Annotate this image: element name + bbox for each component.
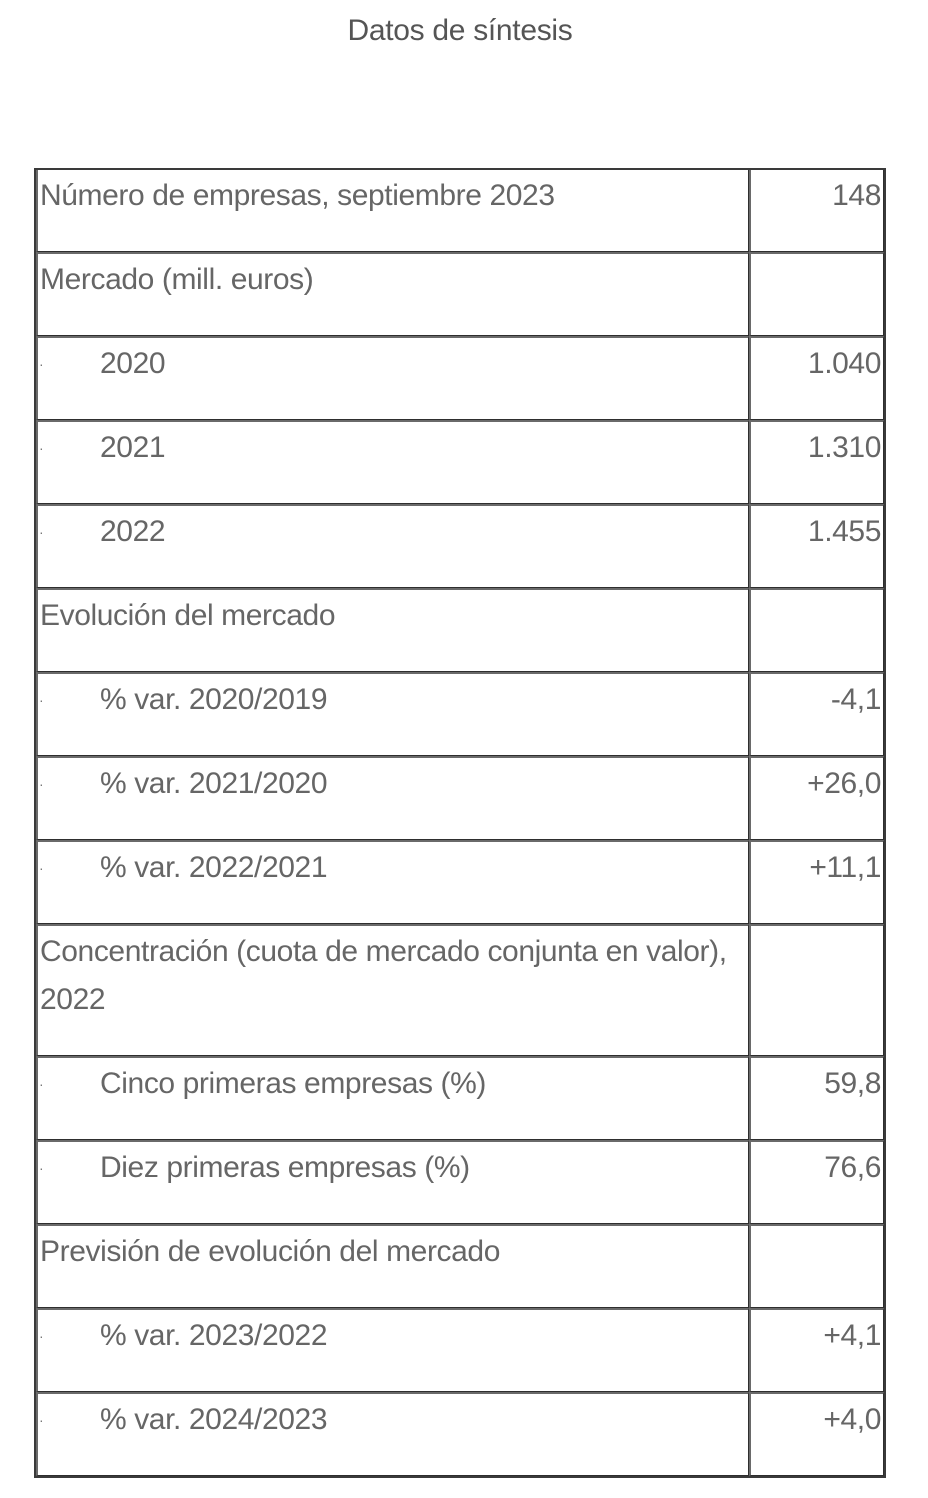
row-label: Número de empresas, septiembre 2023 — [40, 179, 555, 212]
row-label: % var. 2024/2023 — [100, 1403, 328, 1436]
row-label-cell — [36, 1224, 749, 1308]
row-label-cell — [36, 1392, 749, 1476]
row-value — [751, 1226, 881, 1228]
table-row-top-five-companies — [36, 1056, 884, 1140]
row-label-cell — [36, 588, 749, 672]
bullet-icon: · — [39, 1076, 44, 1092]
row-value: 59,8 — [824, 1067, 881, 1100]
bullet-icon: · — [39, 1328, 44, 1344]
bullet-icon: · — [39, 860, 44, 876]
bullet-icon: · — [39, 692, 44, 708]
row-label: % var. 2023/2022 — [100, 1319, 328, 1352]
table-row-market-header — [36, 252, 884, 336]
row-label: Diez primeras empresas (%) — [100, 1151, 470, 1184]
table-row-market-evolution-header — [36, 588, 884, 672]
row-label: 2021 — [100, 431, 166, 464]
row-label-cell — [36, 672, 749, 756]
row-value: -4,1 — [830, 683, 881, 716]
row-value-cell — [749, 756, 884, 840]
row-label: % var. 2021/2020 — [100, 767, 328, 800]
row-label-cell — [36, 1308, 749, 1392]
row-label-cell — [36, 840, 749, 924]
row-value-cell — [749, 1140, 884, 1224]
row-value: +26,0 — [807, 767, 881, 800]
row-value-cell — [749, 336, 884, 420]
row-value-cell — [749, 588, 884, 672]
row-label: 2020 — [100, 347, 166, 380]
table-row-number-of-companies — [36, 170, 884, 252]
row-label-cell — [36, 1056, 749, 1140]
row-value: 1.040 — [807, 347, 881, 380]
bullet-icon: · — [39, 440, 44, 456]
row-label-cell — [36, 420, 749, 504]
row-value-cell — [749, 504, 884, 588]
row-value-cell — [749, 1056, 884, 1140]
table-row-var-2020-2019 — [36, 672, 884, 756]
row-value-cell — [749, 924, 884, 1056]
row-label: % var. 2022/2021 — [100, 851, 328, 884]
row-label: % var. 2020/2019 — [100, 683, 328, 716]
row-label: Mercado (mill. euros) — [40, 263, 314, 296]
row-value: +11,1 — [809, 851, 881, 884]
table-row-forecast-header — [36, 1224, 884, 1308]
row-value: 1.455 — [807, 515, 881, 548]
row-label-cell — [36, 252, 749, 336]
row-value — [751, 254, 881, 256]
table-row-market-2022 — [36, 504, 884, 588]
bullet-icon: · — [39, 356, 44, 372]
table-row-market-2020 — [36, 336, 884, 420]
table-row-concentration-header — [36, 924, 884, 1056]
row-label: Concentración (cuota de mercado conjunta en valor), 2022 — [40, 935, 727, 1016]
row-value: +4,1 — [823, 1319, 881, 1352]
row-label: Cinco primeras empresas (%) — [100, 1067, 486, 1100]
row-value-cell — [749, 420, 884, 504]
row-label-cell — [36, 924, 749, 1056]
row-value: 148 — [832, 179, 881, 212]
row-label: Previsión de evolución del mercado — [40, 1235, 500, 1268]
row-value: 76,6 — [824, 1151, 881, 1184]
table-row-top-ten-companies — [36, 1140, 884, 1224]
summary-data-table — [34, 168, 886, 1478]
row-label-cell — [36, 170, 749, 252]
row-label: 2022 — [100, 515, 166, 548]
row-value: 1.310 — [807, 431, 881, 464]
row-label-cell — [36, 504, 749, 588]
row-label-cell — [36, 1140, 749, 1224]
row-value-cell — [749, 672, 884, 756]
row-label-cell — [36, 336, 749, 420]
row-label-cell — [36, 756, 749, 840]
row-value-cell — [749, 252, 884, 336]
table-row-market-2021 — [36, 420, 884, 504]
row-value-cell — [749, 840, 884, 924]
table-row-var-2022-2021 — [36, 840, 884, 924]
row-value-cell — [749, 1392, 884, 1476]
row-label: Evolución del mercado — [40, 599, 336, 632]
page-title: Datos de síntesis — [347, 14, 573, 47]
row-value — [751, 926, 881, 928]
bullet-icon: · — [39, 776, 44, 792]
row-value: +4,0 — [823, 1403, 881, 1436]
bullet-icon: · — [39, 524, 44, 540]
row-value-cell — [749, 170, 884, 252]
table-row-var-2024-2023 — [36, 1392, 884, 1476]
row-value — [751, 590, 881, 592]
row-value-cell — [749, 1308, 884, 1392]
bullet-icon: · — [39, 1160, 44, 1176]
row-value-cell — [749, 1224, 884, 1308]
table-row-var-2021-2020 — [36, 756, 884, 840]
table-row-var-2023-2022 — [36, 1308, 884, 1392]
bullet-icon: · — [39, 1412, 44, 1428]
